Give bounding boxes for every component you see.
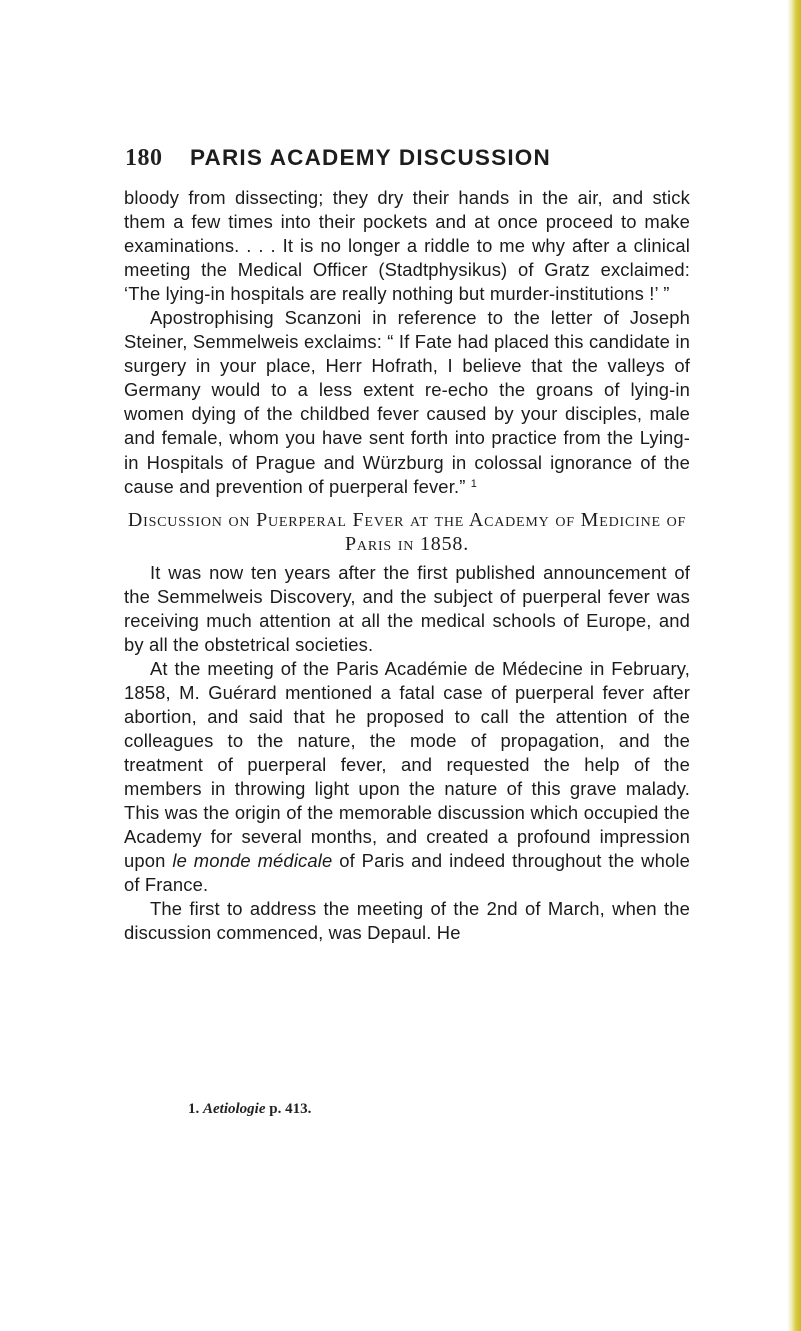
paragraph-scanzoni-text: Apostrophising Scanzoni in reference to the letter of Joseph Steiner, Semmelweis exclaims: “ If Fate had placed this candidate in surgery in your place, Herr Hofrath, I believe that the valleys of Germany would to a less extent re-echo the groans of lying-in women dying of the childbed fever caused by your disciples, male and female, whom you have sent forth into practice from the Lying-in Hospitals of Prague and Würzburg in colossal ignorance of the cause and prevention of puerperal fever.” <box>124 307 690 497</box>
page-number: 180 <box>125 145 163 171</box>
page-header <box>125 143 685 177</box>
paragraph-academie-meeting <box>124 657 690 897</box>
running-head: PARIS ACADEMY DISCUSSION <box>190 145 551 170</box>
paragraph-academie-end: of Paris and indeed throughout the whole of France. <box>124 850 690 896</box>
page-edge-shading <box>787 0 801 1331</box>
italic-phrase: le monde médicale <box>172 850 333 872</box>
footnote-mark: 1. <box>188 1101 200 1117</box>
page-body <box>124 186 690 945</box>
paragraph-academie-text: At the meeting of the Paris Académie de Médecine in February, 1858, M. Guérard mentioned a fatal case of puerperal fever after abortion, and said that he proposed to call the attention of the colleagues to the nature, the mode of propagation, and the treatment of puerperal fever, and requested the help of the members in throwing light upon the nature of this grave malady. This was the origin of the memorable discussion which occupied the Academy for several months, and created a profound impression upon <box>124 657 690 872</box>
section-heading: Discussion on Puerperal Fever at the Academy of Medicine of Paris in 1858. <box>127 508 687 556</box>
footnote-reference: 1 <box>470 477 478 490</box>
footnote <box>188 1099 311 1119</box>
paragraph-depaul: The first to address the meeting of the 2nd of March, when the discussion commenced, was Depaul. He <box>124 898 690 944</box>
footnote-page: p. 413. <box>269 1101 312 1117</box>
paragraph-ten-years: It was now ten years after the first published announcement of the Semmelweis Discovery, and the subject of puerperal fever was receiving much attention at all the medical schools of Europe, and by all the obstetrical societies. <box>124 561 690 655</box>
paragraph-scanzoni <box>124 306 690 498</box>
paragraph-continued: bloody from dissecting; they dry their hands in the air, and stick them a few times into their pockets and at once proceed to make examinations. . . . It is no longer a riddle to me why after a clinical meeting the Medical Officer (Stadtphysikus) of Gratz exclaimed: ‘The lying-in hospitals are really nothing but murder-institutions !’ ” <box>124 187 690 305</box>
footnote-work-title: Aetiologie <box>203 1101 266 1117</box>
